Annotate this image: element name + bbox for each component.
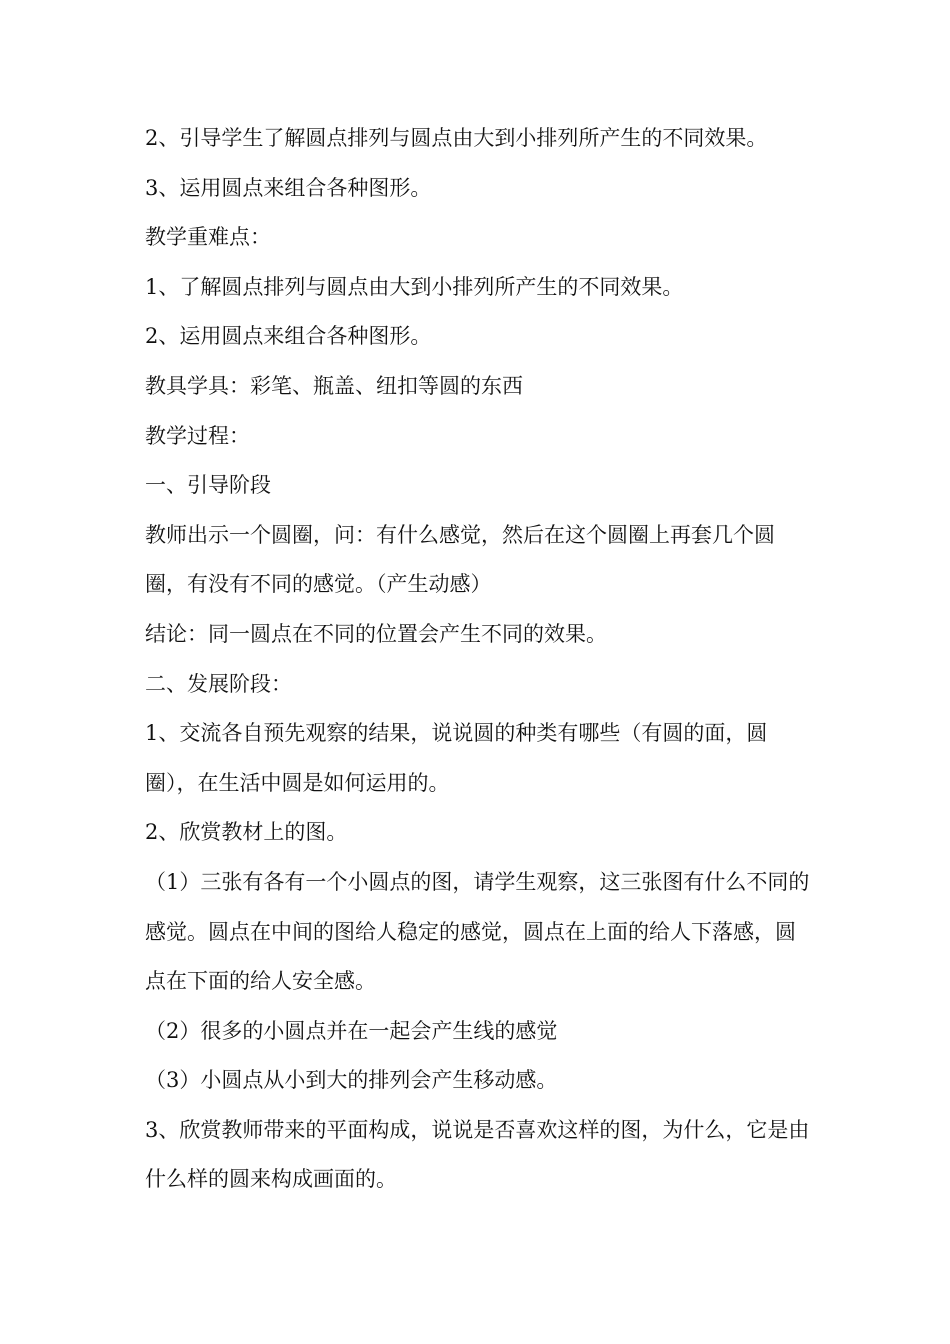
objective-2: 2、引导学生了解圆点排列与圆点由大到小排列所产生的不同效果。 [145,126,768,150]
section-heading-process: 教学过程： [145,423,250,448]
key-point-2: 2、运用圆点来组合各种图形。 [145,324,432,349]
stage-heading-develop: 二、发展阶段： [145,671,292,696]
objective-3: 3、运用圆点来组合各种图形。 [145,175,432,200]
develop-subitem-1: （1）三张有各有一个小圆点的图，请学生观察，这三张图有什么不同的感觉。圆点在中间的图给人稳定的感觉，圆点在上面的给人下落感，圆点在下面的给人安全感。 [145,869,810,994]
develop-subitem-2: （2）很多的小圆点并在一起会产生线的感觉 [145,1018,558,1043]
section-heading-key-points: 教学重难点： [145,225,271,250]
develop-item-2: 2、欣赏教材上的图。 [145,820,348,845]
develop-subitem-3: （3）小圆点从小到大的排列会产生移动感。 [145,1068,558,1093]
teaching-materials: 教具学具：彩笔、瓶盖、纽扣等圆的东西 [145,373,523,398]
develop-item-1: 1、交流各自预先观察的结果，说说圆的种类有哪些（有圆的面，圆圈），在生活中圆是如何运用的。 [145,721,768,795]
conclusion-paragraph: 结论：同一圆点在不同的位置会产生不同的效果。 [145,621,607,646]
develop-item-3: 3、欣赏教师带来的平面构成，说说是否喜欢这样的图，为什么，它是由什么样的圆来构成画面的。 [145,1117,810,1192]
key-point-1: 1、了解圆点排列与圆点由大到小排列所产生的不同效果。 [145,274,684,299]
document-body [145,114,810,1205]
guide-paragraph: 教师出示一个圆圈，问：有什么感觉，然后在这个圆圈上再套几个圆圈，有没有不同的感觉。（产生动感） [145,522,775,597]
stage-heading-guide: 一、引导阶段 [145,473,271,498]
